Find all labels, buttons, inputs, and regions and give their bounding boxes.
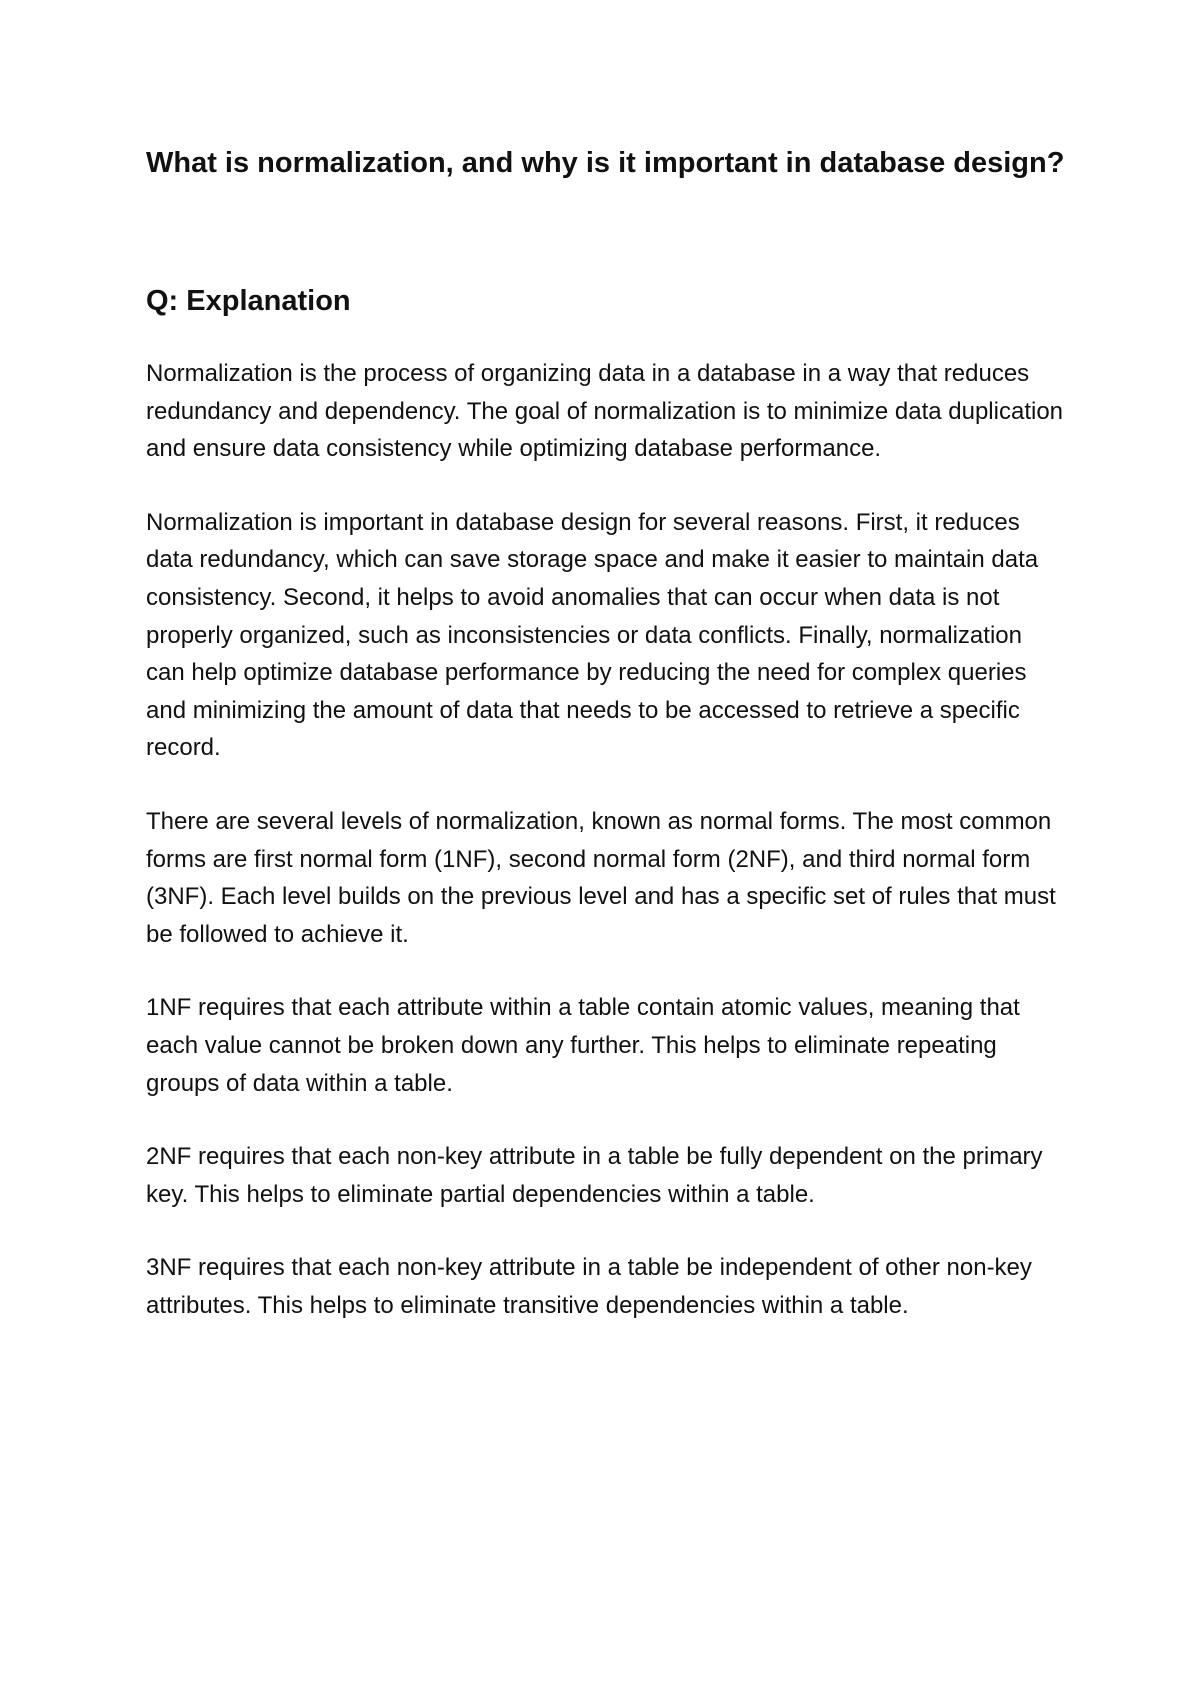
paragraph-normal-forms: There are several levels of normalization, known as normal forms. The most common forms are first normal form (1NF), second normal form (2NF), and third normal form (3NF). Each level builds on the previous level and has a specific set of rules that must be followed to achieve it.	[146, 807, 1056, 948]
paragraph-definition: Normalization is the process of organizing data in a database in a way that reduces redundancy and dependency. The goal of normalization is to minimize data duplication and ensure data consistency while optimizing database performance.	[146, 360, 1064, 463]
page-title: What is normalization, and why is it important in database design?	[146, 147, 1065, 179]
paragraph-1nf: 1NF requires that each attribute within a table contain atomic values, meaning that each value cannot be broken down any further. This helps to eliminate repeating groups of data within a table.	[146, 994, 1020, 1097]
paragraph-3nf: 3NF requires that each non-key attribute in a table be independent of other non-key attributes. This helps to eliminate transitive dependencies within a table.	[146, 1254, 1032, 1319]
paragraph-2nf: 2NF requires that each non-key attribute in a table be fully dependent on the primary key. This helps to eliminate partial dependencies within a table.	[146, 1143, 1043, 1208]
section-heading: Q: Explanation	[146, 285, 351, 317]
paragraph-importance: Normalization is important in database design for several reasons. First, it reduces data redundancy, which can save storage space and make it easier to maintain data consistency. Second, it helps to avoid anomalies that can occur when data is not properly organized, such as inconsistencies or data conflicts. Finally, normalization can help optimize database performance by reducing the need for complex queries and minimizing the amount of data that needs to be accessed to retrieve a specific record.	[146, 508, 1039, 762]
document-body	[146, 141, 1066, 1324]
